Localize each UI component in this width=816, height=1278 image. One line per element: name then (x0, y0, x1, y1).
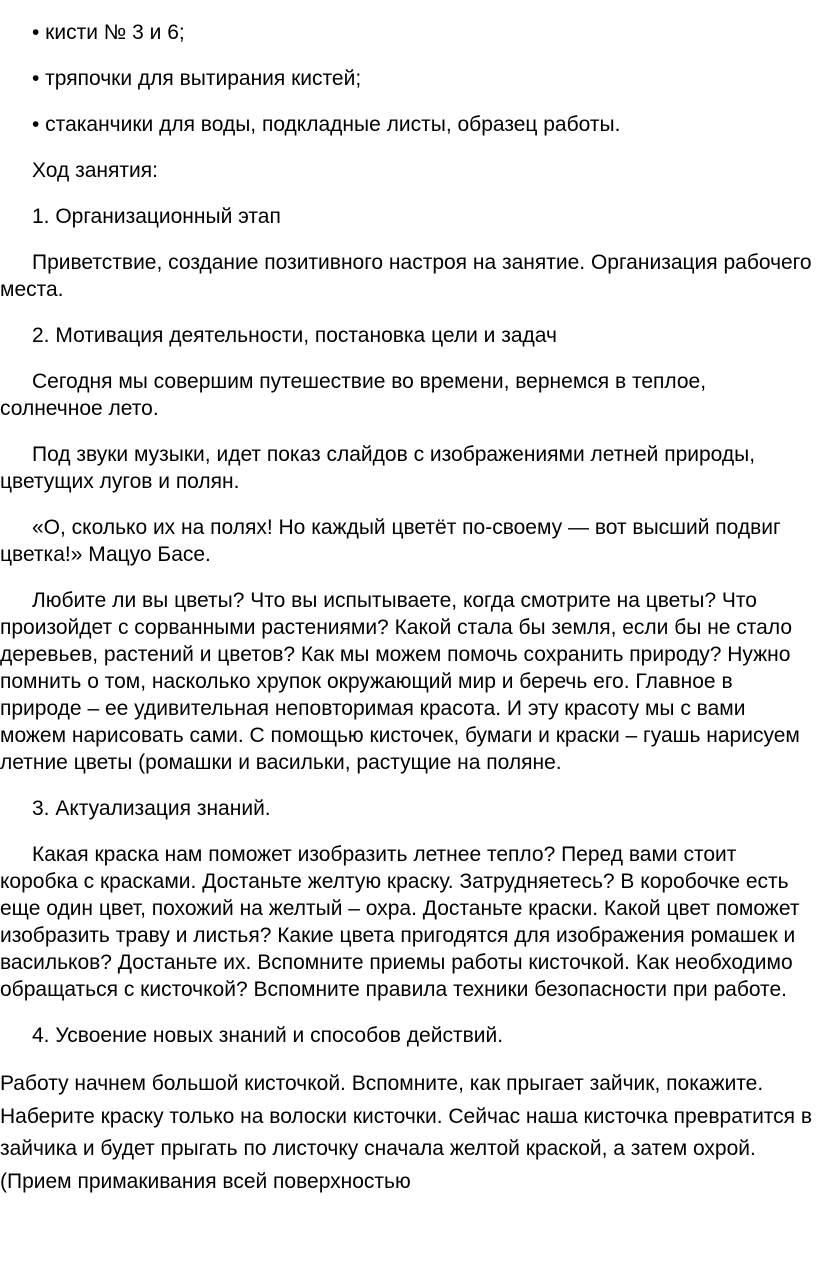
paragraph-slides: Под звуки музыки, идет показ слайдов с изображениями летней природы, цветущих лугов и полян. (0, 443, 756, 493)
list-item-brushes: • кисти № 3 и 6; (32, 21, 185, 44)
stage-1-heading: 1. Организационный этап (32, 205, 281, 228)
stage-2-heading: 2. Мотивация деятельности, постановка цели и задач (32, 324, 557, 347)
paragraph-questions: Любите ли вы цветы? Что вы испытываете, когда смотрите на цветы? Что произойдет с сорванными растениями? Какой стала бы земля, если бы не стало деревьев, растений и цветов? Как мы можем помочь сохранить природу? Нужно помнить о том, насколько хрупок окружающий мир и беречь его. Главное в природе – ее удивительная неповторимая красота. И эту красоту мы с вами можем нарисовать сами. С помощью кисточек, бумаги и краски – гуашь нарисуем летние цветы (ромашки и васильки, растущие на поляне. (0, 589, 800, 774)
lesson-progress-heading: Ход занятия: (32, 159, 158, 182)
paragraph-big-brush: Работу начнем большой кисточкой. Вспомните, как прыгает зайчик, покажите. Наберите краску только на волоски кисточки. Сейчас наша кисточка превратится в зайчика и будет прыгать по листочку сначала желтой краской, а затем охрой. (Прием примакивания всей поверхностью (0, 1072, 813, 1193)
stage-3-heading: 3. Актуализация знаний. (32, 797, 271, 820)
list-item-cups: • стаканчики для воды, подкладные листы, образец работы. (32, 113, 621, 136)
stage-4-heading: 4. Усвоение новых знаний и способов действий. (32, 1024, 504, 1047)
paragraph-journey: Сегодня мы совершим путешествие во времени, вернемся в теплое, солнечное лето. (0, 370, 707, 420)
list-item-rags: • тряпочки для вытирания кистей; (32, 67, 362, 90)
paragraph-paints: Какая краска нам поможет изобразить летнее тепло? Перед вами стоит коробка с красками. Достаньте желтую краску. Затрудняетесь? В коробочке есть еще один цвет, похожий на желтый – охра. Достаньте краски. Какой цвет поможет изобразить траву и листья? Какие цвета пригодятся для изображения ромашек и васильков? Достаньте их. Вспомните приемы работы кисточкой. Как необходимо обращаться с кисточкой? Вспомните правила техники безопасности при работе. (0, 843, 800, 1001)
paragraph-greeting: Приветствие, создание позитивного настроя на занятие. Организация рабочего места. (0, 251, 812, 301)
paragraph-quote: «О, сколько их на полях! Но каждый цветёт по-своему — вот высший подвиг цветка!» Мацуо Басе. (0, 516, 781, 566)
